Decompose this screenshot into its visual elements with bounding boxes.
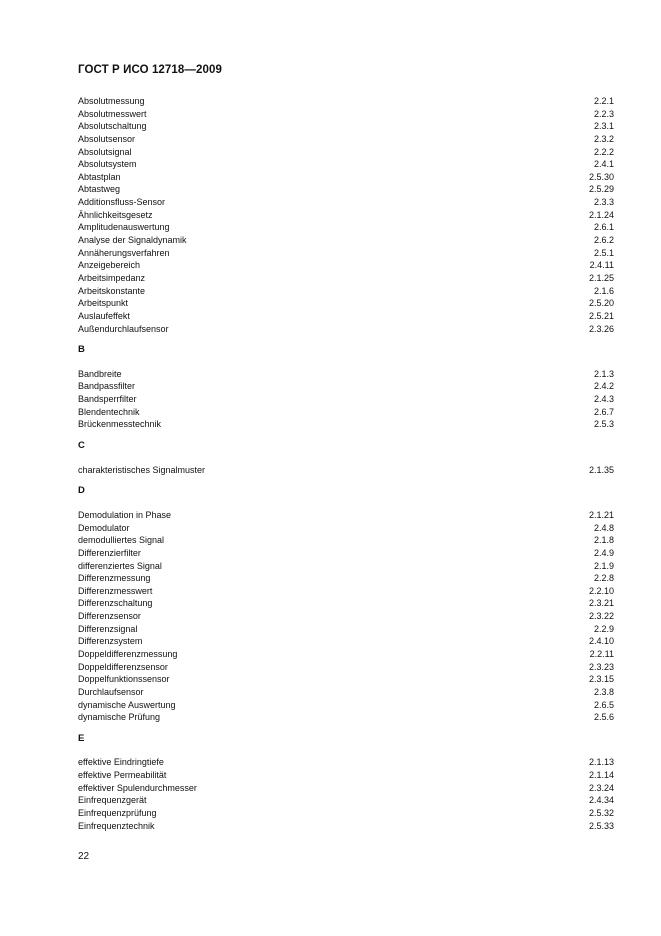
entry-term: Additionsfluss-Sensor [78, 197, 166, 208]
entry-term: Absolutmessung [78, 96, 145, 106]
entry-term: Absolutsystem [78, 159, 137, 170]
entry-reference: 2.3.24 [588, 782, 614, 793]
entry-reference: 2.4.10 [588, 636, 614, 647]
index-entry [78, 597, 614, 610]
index-entry [78, 368, 614, 381]
entry-reference: 2.3.8 [593, 686, 614, 697]
entry-term: Annäherungsverfahren [78, 247, 170, 258]
index-entry [78, 259, 614, 272]
entry-reference: 2.1.3 [593, 368, 614, 379]
entry-term: Doppeldifferenzsensor [78, 661, 168, 672]
entry-term: effektive Permeabilität [78, 770, 167, 781]
entry-reference: 2.1.21 [588, 509, 614, 520]
index-entry [78, 572, 614, 585]
index-entry [78, 794, 614, 807]
page-number: 22 [78, 851, 90, 862]
index-section [78, 344, 614, 431]
entry-term: Bandsperrfilter [78, 394, 137, 405]
section-letter: B [78, 344, 85, 356]
entry-reference: 2.4.8 [593, 522, 614, 533]
entry-reference: 2.5.3 [593, 419, 614, 430]
entry-term: Ähnlichkeitsgesetz [78, 209, 153, 220]
index-entry [78, 534, 614, 547]
index-entry [78, 171, 614, 184]
index-section [78, 95, 614, 335]
entry-term: Differenzsignal [78, 623, 138, 634]
index-entry [78, 196, 614, 209]
index-entry [78, 807, 614, 820]
entry-reference: 2.1.13 [588, 757, 614, 768]
entry-term: Brückenmesstechnik [78, 419, 162, 430]
index-entry [78, 247, 614, 260]
index-section [78, 440, 614, 476]
index-entry [78, 560, 614, 573]
entry-reference: 2.5.30 [588, 171, 614, 182]
entry-term: Differenzmesswert [78, 585, 153, 596]
entry-term: Demodulator [78, 522, 130, 533]
index-entry [78, 820, 614, 833]
entry-reference: 2.5.29 [588, 184, 614, 195]
entry-term: Absolutmesswert [78, 108, 147, 119]
entry-term: Absolutsensor [78, 133, 136, 144]
index-entry [78, 711, 614, 724]
index-entry [78, 769, 614, 782]
entry-term: dynamische Prüfung [78, 712, 161, 723]
entry-term: Doppeldifferenzmessung [78, 648, 178, 659]
entry-term: Differenzschaltung [78, 598, 153, 609]
entry-reference: 2.2.2 [593, 146, 614, 157]
entry-term: Blendentechnik [78, 406, 140, 417]
entry-reference: 2.4.2 [593, 381, 614, 392]
entry-term: Arbeitskonstante [78, 285, 146, 296]
index-entry [78, 133, 614, 146]
entry-reference: 2.2.10 [588, 585, 614, 596]
index-entry [78, 623, 614, 636]
section-letter: C [78, 440, 85, 452]
entry-term: Auslaufeffekt [78, 310, 130, 321]
index-entry [78, 297, 614, 310]
index-entry [78, 310, 614, 323]
entry-term: Durchlaufsensor [78, 686, 144, 697]
entry-reference: 2.4.9 [593, 547, 614, 558]
entry-term: Differenzmessung [78, 573, 151, 584]
entry-term: demodulliertes Signal [78, 535, 165, 546]
entry-reference: 2.3.21 [588, 598, 614, 609]
entry-term: Differenzsensor [78, 611, 141, 622]
entry-term: effektive Eindringtiefe [78, 757, 164, 768]
entry-term: Differenzsystem [78, 636, 143, 647]
entry-reference: 2.1.35 [588, 464, 614, 475]
index-entry [78, 782, 614, 795]
entry-term: Anzeigebereich [78, 260, 141, 271]
entry-reference: 2.5.1 [593, 247, 614, 258]
entry-reference: 2.5.33 [588, 820, 614, 831]
index-entry [78, 221, 614, 234]
index-entry [78, 464, 614, 477]
index-entry [78, 108, 614, 121]
index-entry [78, 635, 614, 648]
index-entry [78, 183, 614, 196]
index-entry [78, 756, 614, 769]
entry-term: Außendurchlaufsensor [78, 323, 169, 334]
entry-term: Demodulation in Phase [78, 509, 172, 520]
entry-reference: 2.1.9 [593, 560, 614, 571]
index-entry [78, 686, 614, 699]
index-entry [78, 418, 614, 431]
entry-term: Differenzierfilter [78, 547, 141, 558]
entry-term: Absolutsignal [78, 146, 132, 157]
entry-reference: 2.5.32 [588, 808, 614, 819]
entry-reference: 2.1.8 [593, 535, 614, 546]
entry-reference: 2.4.3 [593, 394, 614, 405]
entry-reference: 2.2.9 [593, 623, 614, 634]
entry-reference: 2.3.26 [588, 323, 614, 334]
index-entry [78, 234, 614, 247]
document-header: ГОСТ Р ИСО 12718—2009 [78, 64, 223, 76]
entry-reference: 2.5.21 [588, 310, 614, 321]
index-entry [78, 509, 614, 522]
entry-reference: 2.1.25 [588, 272, 614, 283]
entry-reference: 2.3.2 [593, 133, 614, 144]
entry-reference: 2.3.3 [593, 197, 614, 208]
index-entry [78, 585, 614, 598]
entry-term: effektiver Spulendurchmesser [78, 782, 197, 793]
entry-reference: 2.6.1 [593, 222, 614, 233]
entry-term: Arbeitspunkt [78, 298, 129, 309]
entry-term: Abtastplan [78, 171, 121, 182]
index-entry [78, 699, 614, 712]
index-entry [78, 393, 614, 406]
index-entry [78, 648, 614, 661]
entry-term: Analyse der Signaldynamik [78, 235, 187, 246]
entry-reference: 2.4.34 [588, 795, 614, 806]
section-letter: E [78, 732, 85, 744]
entry-term: Bandbreite [78, 368, 122, 379]
entry-reference: 2.3.23 [588, 661, 614, 672]
index-entry [78, 661, 614, 674]
entry-reference: 2.5.6 [593, 712, 614, 723]
entry-reference: 2.4.1 [593, 159, 614, 170]
entry-reference: 2.3.22 [588, 611, 614, 622]
index-entry [78, 158, 614, 171]
index-entry [78, 610, 614, 623]
entry-term: Doppelfunktionssensor [78, 674, 170, 685]
entry-reference: 2.3.15 [588, 674, 614, 685]
entry-reference: 2.6.2 [593, 235, 614, 246]
entry-term: Abtastweg [78, 184, 121, 195]
entry-term: Bandpassfilter [78, 381, 136, 392]
entry-reference: 2.6.7 [593, 406, 614, 417]
index-section [78, 485, 614, 724]
index-section [78, 733, 614, 832]
entry-reference: 2.3.1 [593, 121, 614, 132]
entry-term: Einfrequenzprüfung [78, 808, 157, 819]
index-entry [78, 285, 614, 298]
entry-term: Amplitudenauswertung [78, 222, 170, 233]
entry-reference: 2.1.6 [593, 285, 614, 296]
index-entry [78, 547, 614, 560]
term-index [78, 95, 614, 832]
entry-term: Arbeitsimpedanz [78, 272, 146, 283]
entry-reference: 2.6.5 [593, 699, 614, 710]
entry-term: dynamische Auswertung [78, 699, 176, 710]
index-entry [78, 209, 614, 222]
entry-term: Einfrequenzgerät [78, 795, 147, 806]
index-entry [78, 323, 614, 336]
index-entry [78, 673, 614, 686]
entry-reference: 2.2.1 [593, 96, 614, 106]
index-entry [78, 120, 614, 133]
section-letter: D [78, 485, 85, 497]
index-entry [78, 146, 614, 159]
entry-reference: 2.2.3 [593, 108, 614, 119]
index-entry [78, 522, 614, 535]
index-entry [78, 380, 614, 393]
entry-reference: 2.5.20 [588, 298, 614, 309]
entry-term: charakteristisches Signalmuster [78, 464, 206, 475]
entry-term: differenziertes Signal [78, 560, 162, 571]
entry-reference: 2.1.24 [588, 209, 614, 220]
entry-term: Absolutschaltung [78, 121, 147, 132]
index-entry [78, 272, 614, 285]
entry-reference: 2.4.11 [589, 260, 614, 271]
entry-reference: 2.2.8 [593, 573, 614, 584]
entry-term: Einfrequenztechnik [78, 820, 155, 831]
entry-reference: 2.2.11 [589, 648, 614, 659]
index-entry [78, 95, 614, 108]
index-entry [78, 406, 614, 419]
entry-reference: 2.1.14 [588, 770, 614, 781]
